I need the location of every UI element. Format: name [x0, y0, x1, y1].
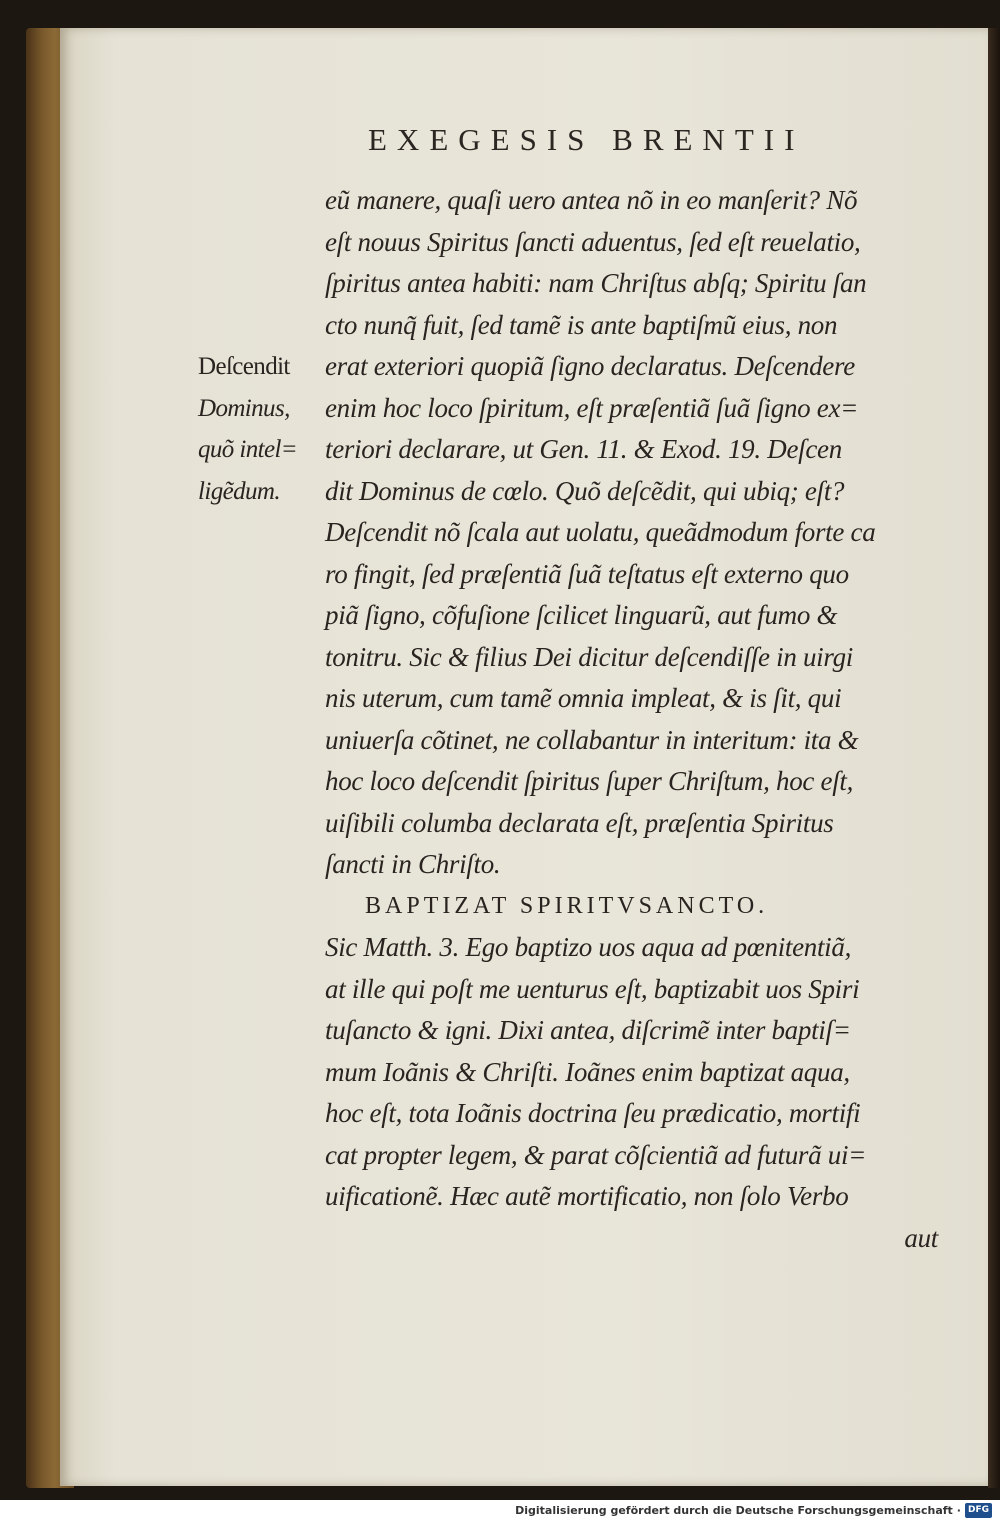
text-line: tuſancto & igni. Dixi antea, diſcrimẽ inter baptiſ= — [325, 1015, 851, 1045]
text-line: at ille qui poſt me uenturus eſt, baptizabit uos Spiri — [325, 973, 860, 1004]
text-line: ro fingit, ſed præſentiã ſuã teſtatus eſt externo quo — [325, 558, 849, 589]
text-line: piã ſigno, cõfuſione ſcilicet linguarũ, aut fumo & — [325, 600, 838, 630]
text-line: eſt nouus Spiritus ſancti aduentus, ſed eſt reuelatio, — [325, 226, 861, 257]
credit-text: Digitalisierung gefördert durch die Deutsche Forschungsgemeinschaft — [515, 1504, 953, 1517]
footer-bar — [0, 1500, 1000, 1524]
text-line: mum Ioãnis & Chriſti. Ioãnes enim baptizat aqua, — [325, 1056, 850, 1087]
text-line: cat propter legem, & parat cõſcientiã ad futurã ui= — [325, 1139, 867, 1170]
section-heading: BAPTIZAT SPIRITVSANCTO. — [365, 892, 769, 919]
text-line: hoc eſt, tota Ioãnis doctrina ſeu prædicatio, mortifi — [325, 1098, 861, 1128]
text-line: Deſcendit nõ ſcala aut uolatu, queãdmodum forte ca — [325, 517, 876, 547]
body-text — [325, 180, 950, 1259]
text-line: uiſibili columba declarata eſt, præſentia Spiritus — [325, 807, 834, 838]
text-line: uificationẽ. Hæc autẽ mortificatio, non ſolo Verbo — [325, 1181, 849, 1211]
text-line: cto nunq̃ fuit, ſed tamẽ is ante baptiſmũ eius, non — [325, 309, 838, 340]
text-line: tonitru. Sic & filius Dei dicitur deſcendiſſe in uirgi — [325, 641, 853, 672]
marginal-line: ligẽdum. — [198, 477, 280, 505]
text-line: hoc loco deſcendit ſpiritus ſuper Chriſtum, hoc eſt, — [325, 766, 854, 796]
marginal-line: Dominus, — [198, 394, 290, 422]
marginal-note — [198, 346, 326, 512]
text-line: uniuerſa cõtinet, ne collabantur in interitum: ita & — [325, 724, 859, 755]
text-line: teriori declarare, ut Gen. 11. & Exod. 19. Deſcen — [325, 434, 842, 464]
running-head: EXEGESIS BRENTII — [368, 122, 805, 157]
text-line: Sic Matth. 3. Ego baptizo uos aqua ad pœnitentiã, — [325, 932, 852, 962]
text-line: dit Dominus de cœlo. Quõ deſcẽdit, qui ubiq; eſt? — [325, 475, 845, 506]
text-line: nis uterum, cum tamẽ omnia impleat, & is ſit, qui — [325, 683, 842, 713]
text-line: ſpiritus antea habiti: nam Chriſtus abſq; Spiritu ſan — [325, 268, 867, 298]
page-right-edge — [988, 28, 1000, 1488]
text-line: enim hoc loco ſpiritum, eſt præſentiã ſuã ſigno ex= — [325, 392, 859, 423]
marginal-line: Deſcendit — [198, 353, 290, 380]
text-line: erat exteriori quopiã ſigno declaratus. Deſcendere — [325, 351, 855, 381]
funding-credit: Digitalisierung gefördert durch die Deutsche Forschungsgemeinschaft · DFG — [515, 1503, 992, 1518]
marginal-line: quõ intel= — [198, 436, 298, 463]
dfg-logo-icon: DFG — [965, 1503, 992, 1518]
catchword: aut — [904, 1222, 938, 1253]
text-line: eũ manere, quaſi uero antea nõ in eo manſerit? Nõ — [325, 185, 858, 215]
text-line: ſancti in Chriſto. — [325, 849, 501, 879]
